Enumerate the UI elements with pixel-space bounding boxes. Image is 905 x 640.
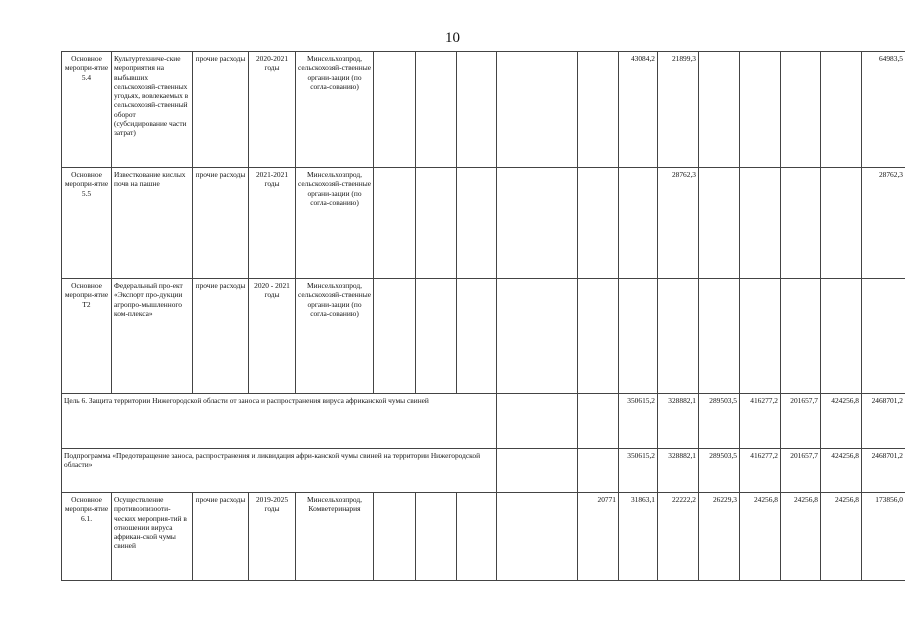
measure-name: Осуществление противоэпизооти-ческих мероприя-тий в отношении вируса африкан-ской чумы свиней — [112, 493, 193, 581]
empty-cell — [374, 52, 416, 168]
measure-executor: Минсельхозпрод, сельскохозяй-ственные органи-зации (по согла-сованию) — [296, 168, 374, 279]
value-cell: 173856,0 — [862, 493, 905, 581]
measure-row — [62, 52, 905, 168]
measure-name: Культуртехниче-ские мероприятия на выбывших сельскохозяй-ственных угодьях, вовлекаемых в сельскохозяй-ственный оборот (субсидирование части затрат) — [112, 52, 193, 168]
measure-label: Основное меропри-ятие 6.1. — [62, 493, 112, 581]
value-cell: 201657,7 — [781, 449, 821, 493]
value-cell — [416, 52, 457, 168]
measure-years: 2019-2025 годы — [249, 493, 296, 581]
value-cell: 24256,8 — [821, 493, 862, 581]
measure-row — [62, 279, 905, 394]
value-cell — [497, 279, 578, 394]
page-number: 10 — [445, 30, 460, 46]
measure-name: Известкование кислых почв на пашне — [112, 168, 193, 279]
expense-type: прочие расходы — [193, 279, 249, 394]
value-cell: 289503,5 — [699, 394, 740, 449]
value-cell — [457, 52, 497, 168]
value-cell: 289503,5 — [699, 449, 740, 493]
value-cell — [781, 52, 821, 168]
value-cell: 21899,3 — [658, 52, 699, 168]
value-cell — [821, 168, 862, 279]
value-cell — [740, 279, 781, 394]
expense-type: прочие расходы — [193, 493, 249, 581]
measure-executor: Минсельхозпрод, Комветеринария — [296, 493, 374, 581]
value-cell: 2468701,2 — [862, 394, 905, 449]
empty-cell — [578, 449, 619, 493]
empty-cell — [497, 449, 578, 493]
value-cell — [457, 493, 497, 581]
value-cell — [619, 168, 658, 279]
empty-cell — [578, 394, 619, 449]
program-table — [61, 51, 905, 581]
value-cell — [497, 493, 578, 581]
goal-text: Подпрограмма «Предотвращение заноса, распространения и ликвидация афри-канской чумы свиней на территории Нижегородской области» — [62, 449, 497, 493]
value-cell: 22222,2 — [658, 493, 699, 581]
value-cell — [416, 493, 457, 581]
value-cell — [658, 279, 699, 394]
value-cell: 350615,2 — [619, 394, 658, 449]
value-cell — [416, 279, 457, 394]
value-cell — [699, 168, 740, 279]
value-cell: 424256,8 — [821, 394, 862, 449]
value-cell: 201657,7 — [781, 394, 821, 449]
value-cell: 28762,3 — [862, 168, 905, 279]
empty-cell — [374, 493, 416, 581]
value-cell: 416277,2 — [740, 394, 781, 449]
empty-cell — [374, 279, 416, 394]
value-cell — [821, 279, 862, 394]
value-cell: 26229,3 — [699, 493, 740, 581]
value-cell: 2468701,2 — [862, 449, 905, 493]
expense-type: прочие расходы — [193, 168, 249, 279]
table-body — [62, 52, 905, 581]
measure-row — [62, 493, 905, 581]
measure-executor: Минсельхозпрод, сельскохозяй-ственные органи-зации (по согла-сованию) — [296, 279, 374, 394]
value-cell — [578, 52, 619, 168]
value-cell — [740, 168, 781, 279]
value-cell: 24256,8 — [781, 493, 821, 581]
value-cell: 416277,2 — [740, 449, 781, 493]
measure-years: 2020-2021 годы — [249, 52, 296, 168]
goal-row — [62, 449, 905, 493]
value-cell: 328882,1 — [658, 394, 699, 449]
value-cell — [862, 279, 905, 394]
goal-text: Цель 6. Защита территории Нижегородской области от заноса и распространения вируса африканской чумы свиней — [62, 394, 497, 449]
value-cell: 424256,8 — [821, 449, 862, 493]
value-cell: 328882,1 — [658, 449, 699, 493]
value-cell: 64983,5 — [862, 52, 905, 168]
value-cell — [578, 279, 619, 394]
empty-cell — [497, 394, 578, 449]
expense-type: прочие расходы — [193, 52, 249, 168]
measure-executor: Минсельхозпрод, сельскохозяй-ственные органи-зации (по согла-сованию) — [296, 52, 374, 168]
value-cell: 20771 — [578, 493, 619, 581]
value-cell — [457, 168, 497, 279]
value-cell — [578, 168, 619, 279]
value-cell — [699, 52, 740, 168]
value-cell — [821, 52, 862, 168]
value-cell — [497, 168, 578, 279]
measure-years: 2021-2021 годы — [249, 168, 296, 279]
measure-years: 2020 - 2021 годы — [249, 279, 296, 394]
value-cell — [619, 279, 658, 394]
value-cell: 24256,8 — [740, 493, 781, 581]
value-cell — [781, 279, 821, 394]
value-cell: 350615,2 — [619, 449, 658, 493]
measure-label: Основное меропри-ятие Т2 — [62, 279, 112, 394]
value-cell — [740, 52, 781, 168]
value-cell — [457, 279, 497, 394]
value-cell: 31863,1 — [619, 493, 658, 581]
measure-label: Основное меропри-ятие 5.5 — [62, 168, 112, 279]
value-cell — [416, 168, 457, 279]
measure-label: Основное меропри-ятие 5.4 — [62, 52, 112, 168]
value-cell — [497, 52, 578, 168]
value-cell — [699, 279, 740, 394]
value-cell — [781, 168, 821, 279]
value-cell: 28762,3 — [658, 168, 699, 279]
measure-row — [62, 168, 905, 279]
measure-name: Федеральный про-ект «Экспорт про-дукции агропро-мышленного ком-плекса» — [112, 279, 193, 394]
value-cell: 43084,2 — [619, 52, 658, 168]
empty-cell — [374, 168, 416, 279]
goal-row — [62, 394, 905, 449]
